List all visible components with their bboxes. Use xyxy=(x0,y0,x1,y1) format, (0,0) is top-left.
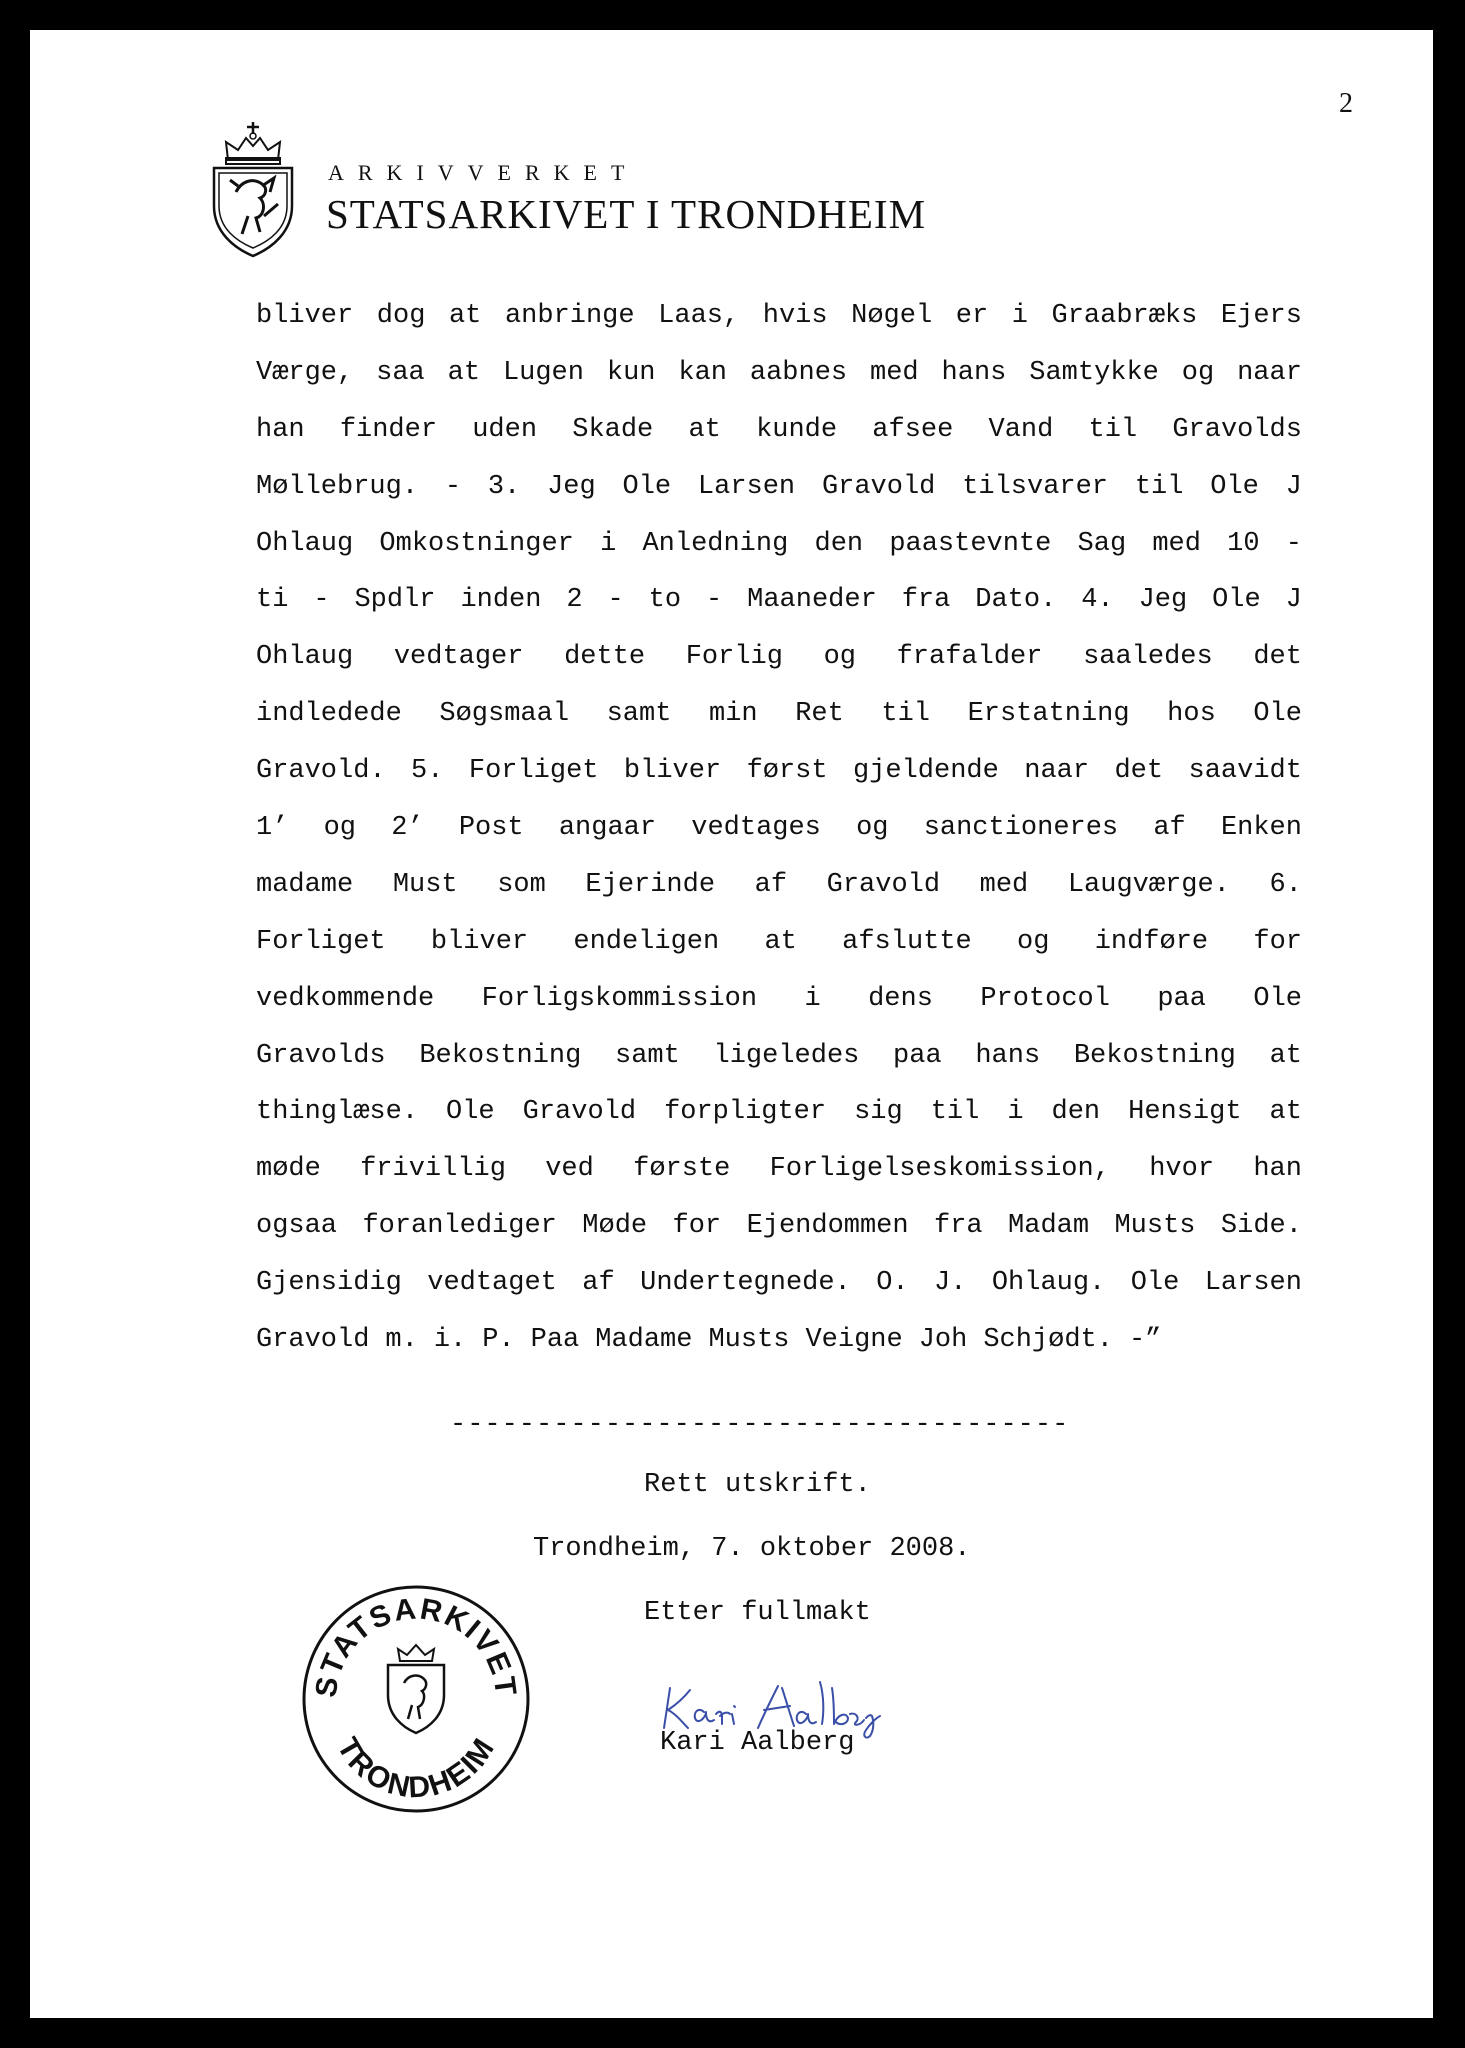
text-word: to xyxy=(648,585,682,616)
text-word: Paa xyxy=(530,1325,580,1356)
stamp-crest-icon xyxy=(388,1645,444,1733)
text-word: vedtaget xyxy=(427,1268,557,1299)
text-word: i xyxy=(1011,301,1028,331)
text-word: Ret xyxy=(795,699,844,730)
text-word: Jeg xyxy=(1138,585,1188,616)
text-word: uden xyxy=(472,414,538,445)
text-word: bliver xyxy=(623,756,722,787)
text-word: Gravold xyxy=(826,869,941,900)
text-word: indledede xyxy=(256,699,402,730)
text-word: og xyxy=(823,642,856,673)
text-word: thinglæse. xyxy=(256,1097,419,1128)
certification-authority: Etter fullmakt xyxy=(644,1598,871,1628)
text-word: Schjødt. xyxy=(983,1325,1113,1356)
text-word: Musts xyxy=(708,1325,790,1356)
text-word: dog xyxy=(376,301,426,331)
text-word: Gravold xyxy=(256,1325,370,1356)
text-word: møde xyxy=(256,1154,321,1185)
text-word: Erstatning xyxy=(967,699,1130,730)
text-word: inden xyxy=(460,585,542,616)
text-word: - xyxy=(1285,528,1302,559)
text-word: finder xyxy=(339,414,438,445)
text-word: Værge, xyxy=(256,357,354,388)
text-word: Graabræks xyxy=(1051,301,1198,331)
text-word: Anledning xyxy=(642,528,789,559)
text-word: saavidt xyxy=(1188,756,1302,787)
text-line xyxy=(256,469,1302,526)
text-word: 4. xyxy=(1081,585,1114,616)
text-word: Ole xyxy=(1130,1268,1180,1299)
organization-title: STATSARKIVET I TRONDHEIM xyxy=(326,191,927,237)
text-word: og xyxy=(323,813,357,844)
document-page xyxy=(30,30,1433,2018)
text-word: O. xyxy=(876,1268,909,1299)
text-word: for xyxy=(1253,926,1302,957)
text-word: Laas, xyxy=(658,301,740,331)
text-word: Laugværge. xyxy=(1067,869,1230,900)
text-word: hans xyxy=(941,357,1007,388)
text-word: Ole xyxy=(1253,699,1302,730)
text-word: at xyxy=(1269,1097,1302,1128)
text-line xyxy=(256,981,1302,1038)
text-word: dette xyxy=(564,642,646,673)
text-word: Gravold. xyxy=(256,756,386,787)
text-word: 1’ xyxy=(256,813,289,844)
text-line xyxy=(256,1265,1302,1322)
text-word: madame xyxy=(256,869,354,900)
text-line xyxy=(256,1151,1302,1208)
text-word: naar xyxy=(1237,357,1302,388)
text-word: samt xyxy=(615,1040,680,1071)
text-word: -” xyxy=(1128,1325,1162,1356)
text-word: Møllebrug. xyxy=(256,471,419,502)
text-word: han xyxy=(256,414,305,445)
text-word: 10 xyxy=(1227,528,1260,559)
text-word: Gravold xyxy=(522,1097,637,1128)
text-word: vedtager xyxy=(393,642,524,673)
text-word: i xyxy=(804,983,821,1014)
text-word: indføre xyxy=(1094,926,1209,957)
text-word: Dato. xyxy=(975,585,1057,616)
text-word: 3. xyxy=(487,471,521,502)
text-word: endeligen xyxy=(573,926,720,957)
text-word: Gravolds xyxy=(1172,414,1302,445)
text-word: at xyxy=(764,926,797,957)
text-word: bliver xyxy=(256,301,354,331)
text-word: Lugen xyxy=(502,357,584,388)
text-word: det xyxy=(1253,642,1302,673)
text-word: Gravold xyxy=(821,471,936,502)
text-word: Nøgel xyxy=(851,301,933,331)
text-word: dens xyxy=(868,983,933,1014)
text-word: Bekostning xyxy=(419,1040,582,1071)
text-word: Ole xyxy=(1253,983,1302,1014)
text-word: bliver xyxy=(430,926,529,957)
organization-subtitle: ARKIVVERKET xyxy=(328,160,639,185)
text-word: 6. xyxy=(1269,869,1302,900)
text-line xyxy=(256,1208,1302,1265)
text-word: Gravolds xyxy=(256,1040,386,1071)
text-word: - xyxy=(607,585,624,616)
text-word: Ohlaug. xyxy=(991,1268,1106,1299)
certification-statement: Rett utskrift. xyxy=(644,1470,871,1500)
text-line xyxy=(256,1038,1302,1095)
text-line xyxy=(256,867,1302,924)
text-word: Ohlaug xyxy=(256,528,354,559)
text-word: Forligelseskomission, xyxy=(769,1154,1110,1185)
text-word: sanctioneres xyxy=(923,813,1119,844)
text-word: kan xyxy=(678,357,727,388)
text-word: Hensigt xyxy=(1128,1097,1242,1128)
text-word: at xyxy=(447,357,481,388)
text-word: Ole xyxy=(1212,585,1261,616)
text-word: forpligter xyxy=(664,1097,827,1128)
text-word: ligeledes xyxy=(713,1040,860,1071)
text-word: første xyxy=(633,1154,731,1185)
text-word: Joh xyxy=(918,1325,968,1356)
text-word: Musts xyxy=(1114,1211,1196,1242)
text-word: Larsen xyxy=(1204,1268,1302,1299)
text-word: tilsvarer xyxy=(962,471,1109,502)
text-word: Must xyxy=(392,869,458,900)
text-word: Larsen xyxy=(697,471,796,502)
text-word: P. xyxy=(482,1325,515,1356)
text-line xyxy=(256,1322,1302,1379)
text-word: Protocol xyxy=(980,983,1110,1014)
text-word: Forligskommission xyxy=(481,983,758,1014)
text-word: Spdlr xyxy=(354,585,436,616)
text-word: Forlig xyxy=(685,642,783,673)
text-word: paa xyxy=(1157,983,1206,1014)
text-word: med xyxy=(1152,528,1201,559)
text-word: at xyxy=(1269,1040,1302,1071)
text-word: og xyxy=(1181,357,1215,388)
text-word: Jeg xyxy=(547,471,596,502)
text-word: Vand xyxy=(988,414,1054,445)
text-word: vedtages xyxy=(691,813,821,844)
text-word: J. xyxy=(934,1268,967,1299)
text-word: Gjensidig xyxy=(256,1268,402,1299)
text-word: Madame xyxy=(595,1325,693,1356)
text-word: Bekostning xyxy=(1073,1040,1236,1071)
text-word: i xyxy=(600,528,617,559)
text-word: m. xyxy=(385,1325,418,1356)
text-word: Undertegnede. xyxy=(640,1268,851,1299)
text-word: aabnes xyxy=(749,357,848,388)
text-word: Forliget xyxy=(468,756,599,787)
text-word: gjeldende xyxy=(853,756,999,787)
text-word: afslutte xyxy=(842,926,972,957)
text-word: til xyxy=(1088,414,1138,445)
text-word: ogsaa xyxy=(256,1211,338,1242)
text-word: Samtykke xyxy=(1029,357,1159,388)
text-line xyxy=(256,355,1302,412)
text-word: Enken xyxy=(1220,813,1302,844)
text-word: af xyxy=(582,1268,615,1299)
text-word: J xyxy=(1285,471,1302,502)
text-word: hvis xyxy=(762,301,828,331)
text-word: og xyxy=(1017,926,1050,957)
text-word: saa xyxy=(376,357,425,388)
text-line xyxy=(256,412,1302,469)
text-word: samt xyxy=(606,699,672,730)
text-word: hvor xyxy=(1149,1154,1215,1185)
text-word: først xyxy=(746,756,828,787)
text-word: Møde xyxy=(582,1211,648,1242)
certification-place-date: Trondheim, 7. oktober 2008. xyxy=(533,1534,971,1564)
transcription-body xyxy=(256,298,1302,1379)
text-word: angaar xyxy=(558,813,657,844)
text-word: Forliget xyxy=(256,926,386,957)
text-word: hos xyxy=(1167,699,1216,730)
text-line xyxy=(256,753,1302,810)
text-word: fra xyxy=(934,1211,983,1242)
text-line xyxy=(256,810,1302,867)
text-word: som xyxy=(497,869,546,900)
text-word: paastevnte xyxy=(889,528,1052,559)
text-word: saaledes xyxy=(1083,642,1213,673)
archive-stamp xyxy=(300,1583,532,1815)
text-word: af xyxy=(754,869,788,900)
text-word: ved xyxy=(545,1154,594,1185)
text-word: Ole xyxy=(446,1097,495,1128)
text-word: Søgsmaal xyxy=(439,699,570,730)
text-word: Sag xyxy=(1077,528,1127,559)
text-word: Madam xyxy=(1008,1211,1090,1242)
text-word: frafalder xyxy=(896,642,1043,673)
text-word: hans xyxy=(975,1040,1041,1071)
text-word: anbringe xyxy=(504,301,635,331)
text-word: i. xyxy=(433,1325,467,1356)
text-word: J xyxy=(1285,585,1302,616)
text-word: i xyxy=(1007,1097,1024,1128)
text-word: og xyxy=(856,813,889,844)
text-word: Ole xyxy=(1210,471,1259,502)
text-word: at xyxy=(448,301,482,331)
text-word: den xyxy=(814,528,864,559)
text-word: den xyxy=(1051,1097,1101,1128)
text-word: det xyxy=(1114,756,1164,787)
text-word: 2 xyxy=(566,585,583,616)
text-word: af xyxy=(1153,813,1186,844)
text-word: vedkommende xyxy=(256,983,435,1014)
text-word: ti xyxy=(256,585,289,616)
text-word: Skade xyxy=(572,414,654,445)
text-word: 2’ xyxy=(391,813,424,844)
separator-line: ------------------------------------ xyxy=(450,1410,1070,1440)
stamp-top-text: STATSARKIVET xyxy=(309,1592,523,1700)
signatory-name: Kari Aalberg xyxy=(660,1728,855,1758)
text-word: - xyxy=(444,471,462,502)
text-word: Ejerinde xyxy=(585,869,716,900)
text-word: Ejendommen xyxy=(746,1211,909,1242)
page-number: 2 xyxy=(1339,88,1353,119)
text-word: - xyxy=(706,585,723,616)
text-word: Side. xyxy=(1220,1211,1302,1242)
text-word: kunde xyxy=(756,414,838,445)
text-word: til xyxy=(881,699,930,730)
text-word: for xyxy=(672,1211,722,1242)
text-line xyxy=(256,298,1302,355)
text-word: sig xyxy=(854,1097,903,1128)
text-word: frivillig xyxy=(360,1154,506,1185)
text-word: - xyxy=(313,585,330,616)
text-word: Maaneder xyxy=(747,585,877,616)
text-word: til xyxy=(930,1097,980,1128)
text-word: til xyxy=(1134,471,1184,502)
text-word: min xyxy=(709,699,758,730)
text-word: han xyxy=(1253,1154,1302,1185)
text-word: kun xyxy=(606,357,656,388)
text-word: med xyxy=(979,869,1029,900)
text-word: Post xyxy=(458,813,524,844)
text-word: med xyxy=(870,357,919,388)
text-word: fra xyxy=(901,585,951,616)
text-line xyxy=(256,582,1302,639)
text-word: paa xyxy=(893,1040,942,1071)
text-line xyxy=(256,924,1302,981)
text-word: naar xyxy=(1024,756,1090,787)
stamp-bottom-text: TRONDHEIM xyxy=(330,1731,502,1805)
text-word: er xyxy=(955,301,989,331)
text-line xyxy=(256,696,1302,753)
text-word: Ole xyxy=(622,471,672,502)
text-line xyxy=(256,526,1302,583)
text-word: foranlediger xyxy=(362,1211,557,1242)
text-word: afsee xyxy=(872,414,954,445)
text-word: Veigne xyxy=(805,1325,903,1356)
text-word: Ejers xyxy=(1220,301,1302,331)
text-word: Omkostninger xyxy=(379,528,574,559)
text-word: at xyxy=(688,414,721,445)
text-word: 5. xyxy=(411,756,444,787)
text-word: Ohlaug xyxy=(256,642,354,673)
coat-of-arms-icon xyxy=(208,120,298,260)
text-line xyxy=(256,639,1302,696)
text-line xyxy=(256,1094,1302,1151)
